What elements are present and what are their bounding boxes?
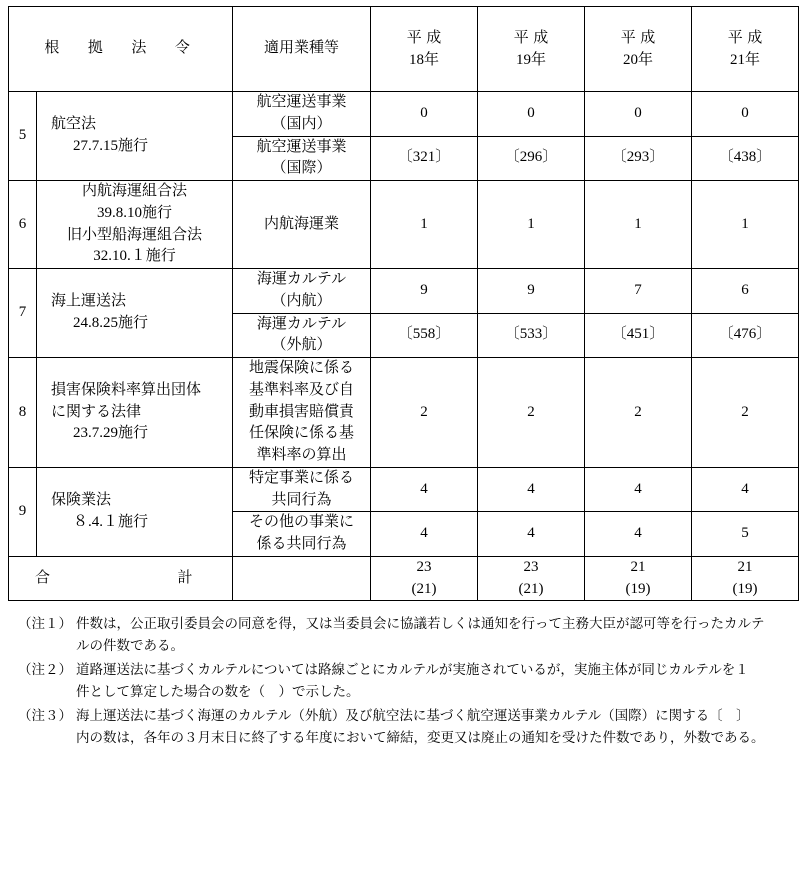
value-cell: 0 bbox=[478, 92, 585, 137]
row-sector: 航空運送事業 （国内） bbox=[233, 92, 371, 137]
value-cell: 〔293〕 bbox=[585, 136, 692, 181]
value-cell: 0 bbox=[585, 92, 692, 137]
value-cell: 0 bbox=[371, 92, 478, 137]
value-cell: 4 bbox=[692, 467, 799, 512]
table-row bbox=[9, 181, 799, 269]
total-value-h21: 21 (19) bbox=[692, 556, 799, 601]
header-year-h18: 平成 18年 bbox=[371, 7, 478, 92]
row-number-8: 8 bbox=[9, 358, 37, 468]
row-sector: 海運カルテル （外航） bbox=[233, 313, 371, 358]
table-row bbox=[9, 358, 799, 468]
header-sector: 適用業種等 bbox=[233, 7, 371, 92]
header-year-h20: 平成 20年 bbox=[585, 7, 692, 92]
value-cell: 4 bbox=[478, 512, 585, 557]
total-value-h19: 23 (21) bbox=[478, 556, 585, 601]
table-header bbox=[9, 7, 799, 92]
row-number-9: 9 bbox=[9, 467, 37, 556]
row-sector: 内航海運業 bbox=[233, 181, 371, 269]
cartel-statistics-table bbox=[8, 6, 799, 601]
value-cell: 4 bbox=[371, 512, 478, 557]
value-cell: 〔476〕 bbox=[692, 313, 799, 358]
value-cell: 〔558〕 bbox=[371, 313, 478, 358]
value-cell: 〔451〕 bbox=[585, 313, 692, 358]
row-sector: 地震保険に係る 基準料率及び自 動車損害賠償責 任保険に係る基 準料率の算出 bbox=[233, 358, 371, 468]
value-cell: 5 bbox=[692, 512, 799, 557]
value-cell: 4 bbox=[585, 512, 692, 557]
note-2: （注２） 道路運送法に基づくカルテルについては路線ごとにカルテルが実施されているが，実施主体が同じカルテルを１ 件として算定した場合の数を（ ）で示した。 bbox=[18, 661, 749, 699]
total-row bbox=[9, 556, 799, 601]
value-cell: 9 bbox=[371, 269, 478, 314]
table-row bbox=[9, 92, 799, 137]
value-cell: 0 bbox=[692, 92, 799, 137]
row-law-9: 保険業法 ８.4.１施行 bbox=[37, 467, 233, 556]
note-1: （注１） 件数は，公正取引委員会の同意を得，又は当委員会に協議若しくは通知を行って主務大臣が認可等を行ったカルテ ルの件数である。 bbox=[18, 616, 765, 654]
row-law-6: 内航海運組合法 39.8.10施行 旧小型船海運組合法 32.10.１施行 bbox=[37, 181, 233, 269]
value-cell: 〔321〕 bbox=[371, 136, 478, 181]
row-number-6: 6 bbox=[9, 181, 37, 269]
row-number-7: 7 bbox=[9, 269, 37, 358]
table-row bbox=[9, 467, 799, 512]
table-body bbox=[9, 92, 799, 601]
header-law: 根 拠 法 令 bbox=[9, 7, 233, 92]
value-cell: 〔533〕 bbox=[478, 313, 585, 358]
value-cell: 〔438〕 bbox=[692, 136, 799, 181]
row-law-5: 航空法 27.7.15施行 bbox=[37, 92, 233, 181]
value-cell: 1 bbox=[692, 181, 799, 269]
value-cell: 〔296〕 bbox=[478, 136, 585, 181]
value-cell: 1 bbox=[371, 181, 478, 269]
row-law-7: 海上運送法 24.8.25施行 bbox=[37, 269, 233, 358]
header-row bbox=[9, 7, 799, 92]
row-sector: 航空運送事業 （国際） bbox=[233, 136, 371, 181]
row-sector: 海運カルテル （内航） bbox=[233, 269, 371, 314]
value-cell: 4 bbox=[585, 467, 692, 512]
value-cell: 1 bbox=[585, 181, 692, 269]
value-cell: 4 bbox=[478, 467, 585, 512]
value-cell: 2 bbox=[478, 358, 585, 468]
value-cell: 6 bbox=[692, 269, 799, 314]
value-cell: 4 bbox=[371, 467, 478, 512]
value-cell: 2 bbox=[585, 358, 692, 468]
total-sector-blank bbox=[233, 556, 371, 601]
value-cell: 9 bbox=[478, 269, 585, 314]
total-label: 合 計 bbox=[9, 556, 233, 601]
header-year-h19: 平成 19年 bbox=[478, 7, 585, 92]
row-sector: 特定事業に係る 共同行為 bbox=[233, 467, 371, 512]
value-cell: 2 bbox=[692, 358, 799, 468]
value-cell: 2 bbox=[371, 358, 478, 468]
total-value-h20: 21 (19) bbox=[585, 556, 692, 601]
row-number-5: 5 bbox=[9, 92, 37, 181]
value-cell: 7 bbox=[585, 269, 692, 314]
row-sector: その他の事業に 係る共同行為 bbox=[233, 512, 371, 557]
value-cell: 1 bbox=[478, 181, 585, 269]
row-law-8: 損害保険料率算出団体 に関する法律 23.7.29施行 bbox=[37, 358, 233, 468]
note-3: （注３） 海上運送法に基づく海運のカルテル（外航）及び航空法に基づく航空運送事業カルテル（国際）に関する〔 〕 内の数は，各年の３月末日に終了する年度において締結，変更又は廃止の通知を受けた件数であり，外数である。 bbox=[18, 707, 765, 745]
table-notes bbox=[8, 613, 799, 748]
header-year-h21: 平成 21年 bbox=[692, 7, 799, 92]
table-row bbox=[9, 269, 799, 314]
total-value-h18: 23 (21) bbox=[371, 556, 478, 601]
